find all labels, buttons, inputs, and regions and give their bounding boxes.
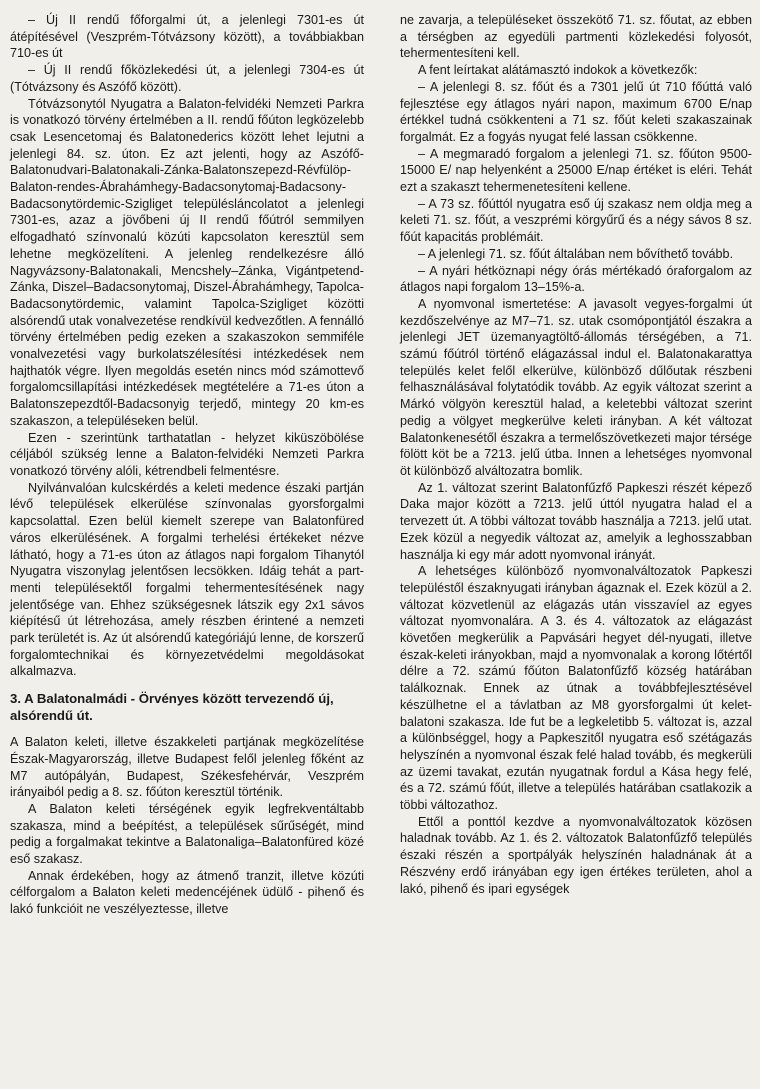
list-item-megmarado: – A megmaradó forgalom a jelenlegi 71. sz. főúton 9500-15000 E/ nap helyenként a 25000 E/nap értéket is eléri. Tehát ezt a szakaszt tehermenetesíteni kellene. bbox=[400, 146, 752, 195]
list-item-oraforgalom: – A nyári hétköznapi négy órás mértékadó óraforgalom az átlagos napi forgalom 13–15%-a. bbox=[400, 263, 752, 295]
paragraph-valtozatok: A lehetséges különböző nyomvonalváltozatok Papkeszi településtől északnyugati irányban ágaznak el. Ezek közül a 2. változat közvetlenül az elágazás után visszavíel az egyes változat nyomvonalára. A 3. és 4. változatok az elágazást követően megkerülik a Papvásári hegyet dél-nyugati, illetve észak-keleti irányokban, majd a nyomvonalak a korong lőtértől délre a 72. számú főúton Balatonfűzfő község határában találkoznak. Ennek az útnak a továbbfejlesztésével készülhetne el a távlatban az M8 gyorsforgalmi út kelet-balatoni szakasza. Ide fut be a legkeletibb 5. változat is, azzal a különbséggel, hogy a Papkeszitől nyugatra eső szétágazás helyszínén a nyomvonal észak felé halad tovább, és megkerüli az üzemi tavakat, ezután nyugatnak fordul a Kása hegy felé, és a 72. számú főút, illetve a település határában csatlakozik a többi változathoz. bbox=[400, 564, 752, 813]
paragraph-indokok: A fent leírtakat alátámasztó indokok a következők: bbox=[418, 63, 698, 78]
paragraph-kulcskerdes: Nyilvánvalóan kulcskérdés a keleti medence északi partján lévő települések elkerülése színvonalas gyorsforgalmi kapcsolattal. Ezen belül kiemelt szerepe van Balatonfüred város elkerülésének. A forgalmi terhelési értékeket nézve látható, hogy a 71-es úton az átlagos napi forgalom Tihanytól Nyugatra viszonylag jelentősen lecsökken. Idáig tehát a part-menti településektől forgalmi tehermentesítésének nagy jelentősége van. Ehhez szükségesnek látszik egy 2x1 sávos kiépítésű út létrehozása, amely részben érintené a nemzeti park területét is. Az út alsórendű kategóriájú lenne, de korszerű forgalomtechnikai és környezetvédelmi megoldásokat alkalmazva. bbox=[10, 480, 364, 679]
list-item-bovites: – A jelenlegi 71. sz. főút általában nem bővíthető tovább. bbox=[418, 246, 734, 261]
left-column bbox=[10, 12, 364, 918]
paragraph-felmentes: Ezen - szerintünk tarthatatlan - helyzet kiküszöbölése céljából szükség lenne a Balaton-felvidéki Nemzeti Parkra vonatkozó törvény alóli, kétrendbeli felmentésre. bbox=[10, 430, 364, 478]
section-heading: 3. A Balatonalmádi - Örvényes között tervezendő új, alsórendű út. bbox=[10, 691, 334, 724]
paragraph-kozos: Ettől a ponttól kezdve a nyomvonalváltozatok közösen haladnak tovább. Az 1. és 2. változatok Balatonfűzfő település északi részén a sportpályák helyszínén haladnának át a Részvény erdő irányában egy igen értékes területen, ahol a lakó, pihenő és ipari egységek bbox=[400, 814, 752, 896]
list-item-710: – Új II rendű főforgalmi út, a jelenlegi 7301-es út átépítésével (Veszprém-Tótvázsony között), a továbbiakban 710-es út bbox=[10, 13, 364, 61]
list-item-7304: – Új II rendű főközlekedési út, a jelenlegi 7304-es út (Tótvázsony és Aszófő között). bbox=[10, 63, 364, 94]
paragraph-tranzit: Annak érdekében, hogy az átmenő tranzit, illetve közúti célforgalom a Balaton keleti medencéjének üdülő - pihenő és lakó funkcióit ne veszélyeztesse, illetve bbox=[10, 868, 364, 917]
list-item-8-fout: – A jelenlegi 8. sz. főút és a 7301 jelű út 710 főúttá való fejlesztése egy átlagos nyári napon, maximum 6700 E/nap értékkel tudná csökkenteni a 71 sz. főút keleti szakaszainak forgalmát. Ez a fogyás nyugat felé lassan csökkenne. bbox=[400, 79, 752, 144]
right-column bbox=[400, 12, 752, 897]
list-item-73-fout: – A 73 sz. főúttól nyugatra eső új szakasz nem oldja meg a keleti 71. sz. főút, a veszprémi körgyűrű és a négy sávos 8 sz. főút kapacitás problémáit. bbox=[400, 196, 752, 245]
paragraph-megkozelites: A Balaton keleti, illetve északkeleti partjának megközelítése Észak-Magyarország, illetve Budapest felől jelenleg főként az M7 autópályán, Budapest, Székesfehérvár, Veszprém irányaiból pedig a 8. sz. főúton keresztül történik. bbox=[10, 735, 364, 800]
paragraph-nyomvonal: A nyomvonal ismertetése: A javasolt vegyes-forgalmi út kezdőszelvénye az M7–71. sz. utak csomópontjától északra a jelenlegi JET üzemanyagtöltő-állomás térségében, a 71. számú főútról történő elágazással indul el. Balatonakarattya település kelet felől elkerülve, különböző dűlőutak részbeni felhasználásával folytatódik tovább. Az egyik változat szerint a Márkó völgyön keresztül halad, a keletebbi változat szerint pedig a völgyet megkerülve keleti irányban. A két változat Balatonkenesétől északra a termelőszövetkezeti major térsége fölött köt be a 7213. jelű útba. Innen a lehetséges nyomvonal öt különböző alváltozatra bomlik. bbox=[400, 296, 752, 478]
paragraph-continuation: ne zavarja, a településeket összekötő 71. sz. főutat, az ebben a térségben az egyedüli partmenti közlekedési folyosót, tehermentesíteni kell. bbox=[400, 13, 752, 61]
paragraph-totvazsony: Tótvázsonytól Nyugatra a Balaton-felvidéki Nemzeti Parkra is vonatkozó törvény értelmében a II. rendű főúton legközelebb csak Lesencetomaj és Balatonederics között lehet lejutni a jelenlegi 84. sz. úton. Ez azt jelenti, hogy az Aszófő-Balatonudvari-Balatonakali-Zánka-Balatonszepezd-Révfülöp-Balaton-rendes-Ábrahámhegy-Badacsonytomaj-Badacsony-Badacsonytördemic-Szigliget településláncolatot a jelenlegi 7301-es, azaz a jövőbeni új II rendű főútról semmilyen elfogadható színvonalú közúti kapcsolaton keresztül sem lehetne megközelíteni. A jelenleg rendelkezésre álló Nagyvázsony-Balatonakali, Mencshely–Zánka, Vigántpetend-Zánka, Diszel–Badacsonytomaj, Diszel-Ábrahámhegy, Tapolca-Badacsonytördemic, valamint Tapolca-Szigliget közötti alsórendű utak vonalvezetése rendkívül kedvezőtlen. A fennálló törvény értelmében pedig ezeken a szakaszokon semmiféle vonalvezetési vagy burkolatszélesítési intézkedések nem hajthatók végre. Ilyen megoldás esetén nincs mód számottevő forgalomcsillapítási intézkedések megtételére a 71-es úton a Balatonszepezdtől-Badacsonyig terjedő, mintegy 20 km-es szakaszon, a településeken belül. bbox=[10, 96, 364, 428]
paragraph-valtozat-1: Az 1. változat szerint Balatonfűzfő Papkeszi részét képező Daka major között a 7213. jelű úttól nyugatra halad el a tervezett út. A többi változat tovább használja a 7213. jelű utat. Ezek közül a negyedik változat az, amelyik a leghosszabban használja ki egy már adott nyomvonal irányát. bbox=[400, 480, 752, 562]
paragraph-frekventalt: A Balaton keleti térségének egyik legfrekventáltabb szakasza, mind a beépítést, a települések sűrűségét, mind pedig a forgalmakat tekintve a Balatonaliga–Balatonfüred közé eső szakasz. bbox=[10, 801, 364, 867]
